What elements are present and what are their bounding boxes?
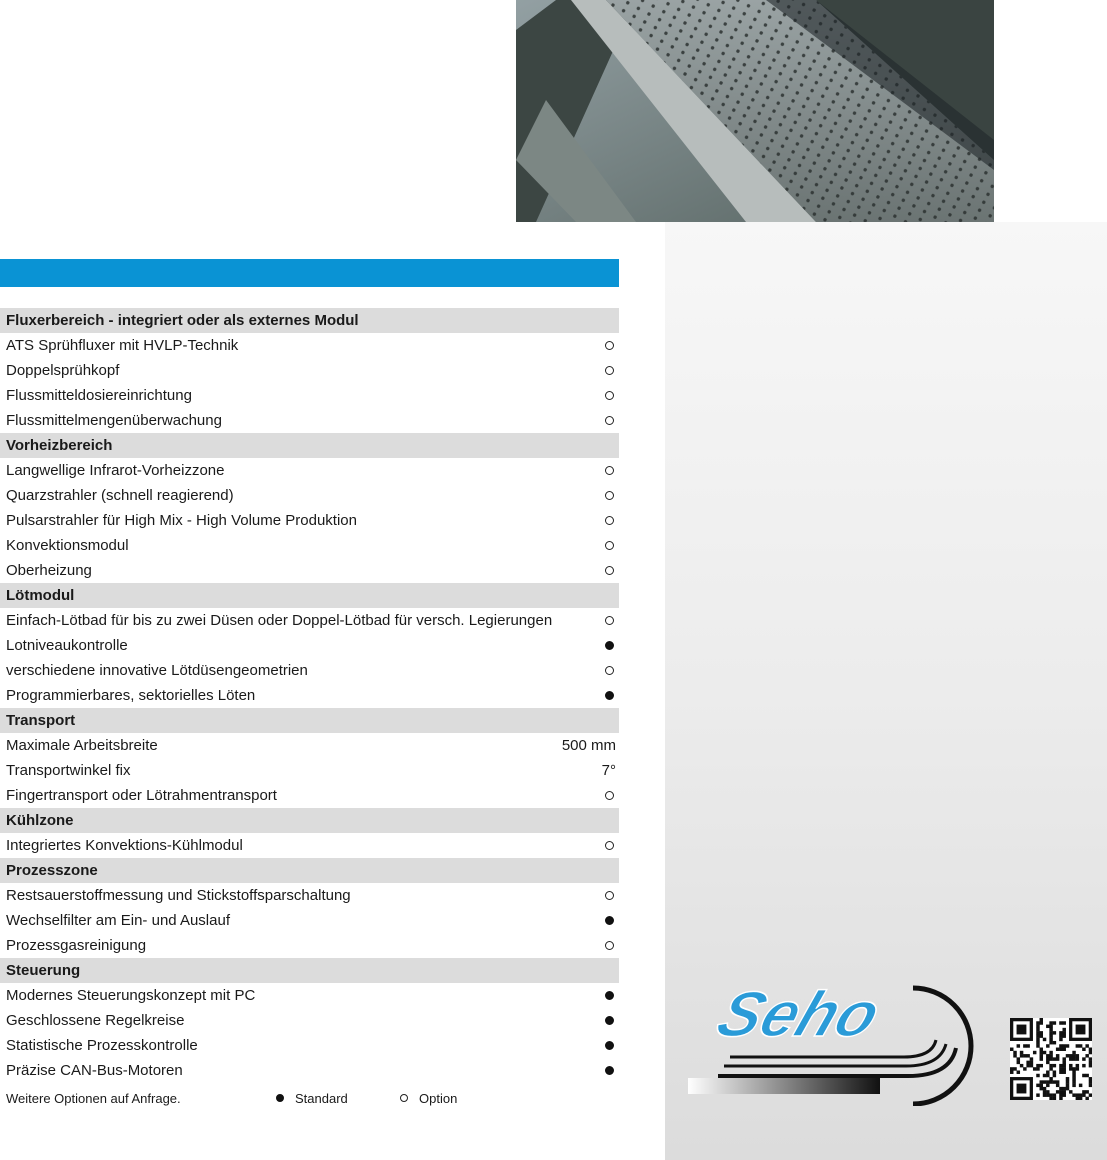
spec-row [0,1033,619,1058]
open-circle-icon [605,366,614,375]
spec-label: Langwellige Infrarot-Vorheizzone [6,462,225,479]
seho-logo [688,978,994,1106]
open-circle-icon [605,466,614,475]
spec-row [0,558,619,583]
section-title: Vorheizbereich [6,437,113,454]
spec-value: 7° [601,762,616,779]
spec-label: Programmierbares, sektorielles Löten [6,687,256,704]
legend-option-label: Option [419,1090,458,1106]
open-circle-icon [605,491,614,500]
spec-row [0,458,619,483]
filled-dot-icon [605,1041,614,1050]
filled-dot-icon [605,691,614,700]
section-header [0,808,619,833]
section-title: Fluxerbereich - integriert oder als externes Modul [6,312,359,329]
open-circle-icon [605,566,614,575]
open-circle-icon [605,391,614,400]
availability-mark [602,891,616,900]
spec-row [0,333,619,358]
spec-row [0,683,619,708]
spec-row [0,608,619,633]
availability-mark [602,466,616,475]
availability-mark [602,791,616,800]
availability-mark [602,916,616,925]
spec-label: Doppelsprühkopf [6,362,120,379]
machine-photo [516,0,994,222]
availability-mark [602,491,616,500]
filled-dot-icon [605,916,614,925]
open-circle-icon [605,666,614,675]
open-circle-icon [605,341,614,350]
availability-mark [602,541,616,550]
open-circle-icon [605,891,614,900]
open-circle-icon [605,416,614,425]
spec-row [0,533,619,558]
availability-mark [602,516,616,525]
availability-mark [602,691,616,700]
spec-value: 500 mm [561,737,616,754]
availability-mark [602,1016,616,1025]
availability-mark [602,991,616,1000]
legend-option [400,1091,457,1106]
open-circle-icon [605,616,614,625]
section-title: Prozesszone [6,862,98,879]
open-circle-icon [605,841,614,850]
filled-dot-icon [605,991,614,1000]
availability-mark [602,416,616,425]
legend-standard [276,1091,400,1106]
spec-row [0,933,619,958]
spec-label: Pulsarstrahler für High Mix - High Volume Produktion [6,512,357,529]
availability-mark [602,666,616,675]
qr-code [1010,1018,1092,1100]
spec-label: Geschlossene Regelkreise [6,1012,185,1029]
open-circle-icon [605,516,614,525]
open-circle-icon [605,541,614,550]
spec-row [0,783,619,808]
spec-label: Modernes Steuerungskonzept mit PC [6,987,256,1004]
section-header [0,708,619,733]
section-title: Kühlzone [6,812,74,829]
spec-label: Konvektionsmodul [6,537,129,554]
spec-label: Flussmitteldosiereinrichtung [6,387,192,404]
availability-mark [602,341,616,350]
availability-mark [602,641,616,650]
spec-label: ATS Sprühfluxer mit HVLP-Technik [6,337,239,354]
section-header [0,858,619,883]
spec-label: Präzise CAN-Bus-Motoren [6,1062,183,1079]
header-bar [0,259,619,287]
section-header [0,433,619,458]
availability-mark [602,566,616,575]
spec-row [0,483,619,508]
filled-dot-icon [605,641,614,650]
spec-label: Integriertes Konvektions-Kühlmodul [6,837,243,854]
spec-row [0,983,619,1008]
spec-row [0,358,619,383]
spec-label: Lotniveaukontrolle [6,637,128,654]
spec-row [0,508,619,533]
availability-mark [602,1066,616,1075]
availability-mark [602,1041,616,1050]
section-title: Lötmodul [6,587,75,604]
open-circle-icon [605,941,614,950]
section-header [0,583,619,608]
filled-dot-icon [605,1016,614,1025]
spec-label: Restsauerstoffmessung und Stickstoffsparschaltung [6,887,351,904]
availability-mark [602,841,616,850]
spec-label: Transportwinkel fix [6,762,131,779]
filled-dot-icon [605,1066,614,1075]
section-header [0,308,619,333]
spec-label: Fingertransport oder Lötrahmentransport [6,787,277,804]
spec-label: Oberheizung [6,562,92,579]
spec-label: Quarzstrahler (schnell reagierend) [6,487,234,504]
spec-row [0,1058,619,1083]
spec-row [0,383,619,408]
spec-row [0,833,619,858]
filled-dot-icon [276,1094,284,1102]
section-title: Transport [6,712,76,729]
spec-label: Statistische Prozesskontrolle [6,1037,198,1054]
spec-label: Flussmittelmengenüberwachung [6,412,222,429]
availability-mark [602,616,616,625]
spec-label: Maximale Arbeitsbreite [6,737,158,754]
footer-legend [6,1089,616,1107]
open-circle-icon [605,791,614,800]
spec-table [0,308,619,1083]
spec-label: Wechselfilter am Ein- und Auslauf [6,912,230,929]
spec-label: Prozessgasreinigung [6,937,147,954]
spec-row [0,408,619,433]
spec-row [0,658,619,683]
legend-standard-label: Standard [295,1090,348,1106]
availability-mark [602,391,616,400]
spec-row [0,633,619,658]
section-header [0,958,619,983]
availability-mark [602,366,616,375]
open-circle-icon [400,1094,408,1102]
spec-row [0,908,619,933]
availability-mark [602,941,616,950]
spec-row [0,758,619,783]
spec-label: Einfach-Lötbad für bis zu zwei Düsen oder Doppel-Lötbad für versch. Legierungen [6,612,553,629]
spec-row [0,733,619,758]
spec-row [0,883,619,908]
spec-row [0,1008,619,1033]
logo-text: Seho [707,978,891,1051]
footer-note: Weitere Optionen auf Anfrage. [6,1090,181,1106]
spec-label: verschiedene innovative Lötdüsengeometrien [6,662,308,679]
section-title: Steuerung [6,962,81,979]
